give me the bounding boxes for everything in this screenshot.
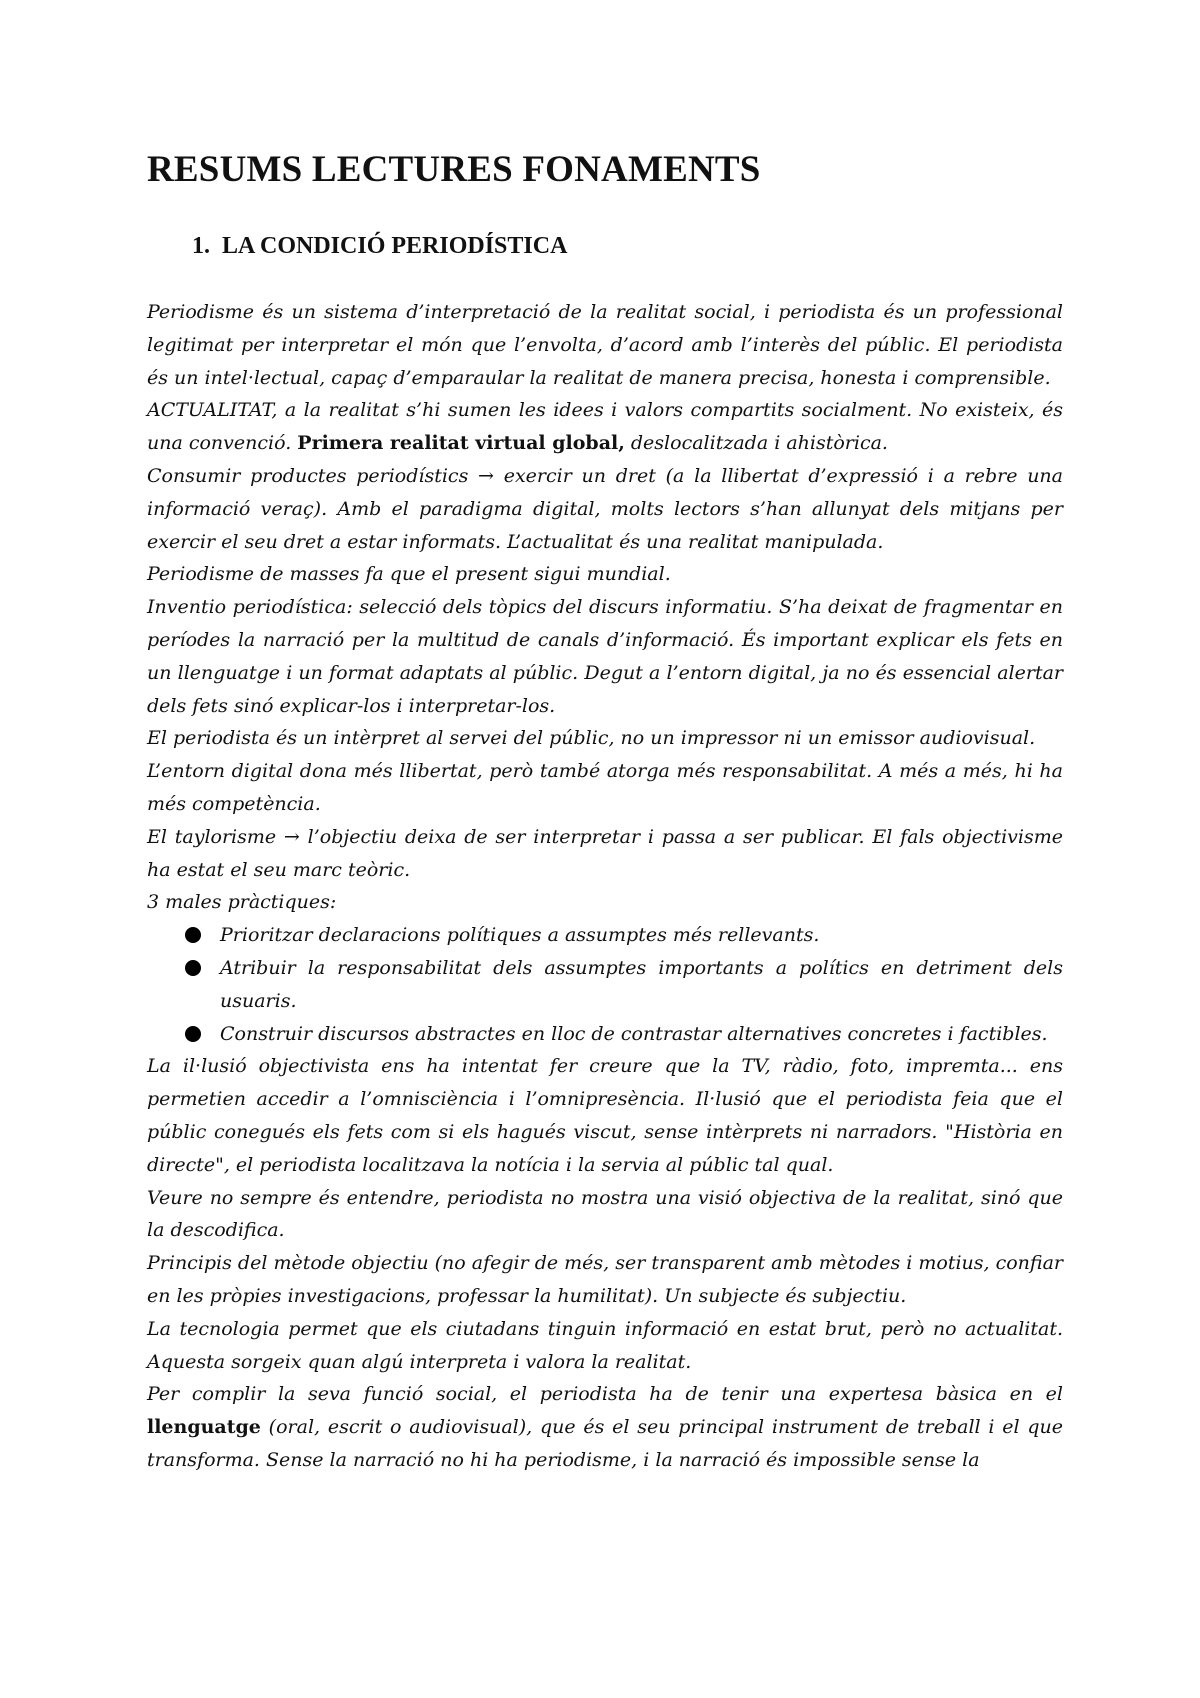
paragraph-text: ACTUALITAT, a la realitat s’hi sumen les idees i valors compartits socialment. No existeix, és una convenció. xyxy=(147,399,1063,455)
paragraph-illusio: La il·lusió objectivista ens ha intentat fer creure que la TV, ràdio, foto, impremta... ens permetien accedir a l’omnisciència i l’omnipresència. Il·lusió que el periodista feia que el públic conegués els fets com si els hagués viscut, sense intèrprets ni narradors. "Història en directe", el periodista localitzava la notícia i la servia al públic tal qual. xyxy=(147,1055,1063,1176)
paragraph-text: Per complir la seva funció social, el periodista ha de tenir una expertesa bàsica en el xyxy=(147,1383,1063,1406)
bullet-icon xyxy=(185,960,201,976)
bad-practices-list xyxy=(147,919,1063,1050)
paragraph-masses: Periodisme de masses fa que el present sigui mundial. xyxy=(147,563,671,586)
list-item xyxy=(220,919,1063,952)
paragraph-text: (oral, escrit o audiovisual), que és el seu principal instrument de treball i el que transforma. Sense la narració no hi ha periodisme, i la narració és impossible sense la xyxy=(147,1416,1063,1471)
paragraph-interpret: El periodista és un intèrpret al servei del públic, no un impressor ni un emissor audiovisual. xyxy=(147,727,1036,750)
paragraph-emphasis: llenguatge xyxy=(147,1416,261,1439)
list-item-text: Atribuir la responsabilitat dels assumptes importants a polítics en detriment dels usuaris. xyxy=(220,956,1063,1012)
paragraph-entorn-digital: L’entorn digital dona més llibertat, però també atorga més responsabilitat. A més a més, hi ha més competència. xyxy=(147,760,1063,815)
section-heading xyxy=(192,233,567,260)
paragraph-tecnologia: La tecnologia permet que els ciutadans tinguin informació en estat brut, però no actualitat. Aquesta sorgeix quan algú interpreta i valora la realitat. xyxy=(147,1317,1063,1373)
paragraph-consumir: Consumir productes periodístics → exercir un dret (a la llibertat d’expressió i a rebre una informació veraç). Amb el paradigma digital, molts lectors s’han allunyat dels mitjans per exercir el seu dret a estar informats. L’actualitat és una realitat manipulada. xyxy=(147,464,1063,553)
paragraph-emphasis: Primera realitat virtual global, xyxy=(297,432,625,455)
list-item-text: Prioritzar declaracions polítiques a assumptes més rellevants. xyxy=(220,924,820,947)
paragraph-taylorisme: El taylorisme → l’objectiu deixa de ser interpretar i passa a ser publicar. El fals objectivisme ha estat el seu marc teòric. xyxy=(147,825,1063,881)
list-item xyxy=(220,1018,1063,1051)
bullet-icon xyxy=(185,927,201,943)
section-number: 1. xyxy=(192,233,210,259)
bullet-icon xyxy=(185,1026,201,1042)
paragraph-actualitat xyxy=(147,394,1063,460)
paragraph-veure: Veure no sempre és entendre, periodista no mostra una visió objectiva de la realitat, sinó que la descodifica. xyxy=(147,1186,1063,1242)
paragraph-llenguatge xyxy=(147,1378,1063,1476)
document-title: RESUMS LECTURES FONAMENTS xyxy=(147,149,761,190)
list-item xyxy=(220,952,1063,1018)
paragraph-definition: Periodisme és un sistema d’interpretació de la realitat social, i periodista és un professional legitimat per interpretar el món que l’envolta, d’acord amb l’interès del públic. El periodista és un intel·lectual, capaç d’emparaular la realitat de manera precisa, honesta i comprensible. xyxy=(147,301,1063,389)
paragraph-males-practiques: 3 males pràctiques: xyxy=(147,891,337,914)
paragraph-text: deslocalitzada i ahistòrica. xyxy=(624,432,888,455)
list-item-text: Construir discursos abstractes en lloc de contrastar alternatives concretes i factibles. xyxy=(220,1022,1048,1045)
paragraph-principis: Principis del mètode objectiu (no afegir de més, ser transparent amb mètodes i motius, confiar en les pròpies investigacions, professar la humilitat). Un subjecte és subjectiu. xyxy=(147,1252,1063,1307)
document-body xyxy=(147,296,1063,1477)
section-title: LA CONDICIÓ PERIODÍSTICA xyxy=(222,233,568,259)
paragraph-inventio: Inventio periodística: selecció dels tòpics del discurs informatiu. S’ha deixat de fragmentar en períodes la narració per la multitud de canals d’informació. És important explicar els fets en un llenguatge i un format adaptats al públic. Degut a l’entorn digital, ja no és essencial alertar dels fets sinó explicar-los i interpretar-los. xyxy=(147,596,1063,717)
